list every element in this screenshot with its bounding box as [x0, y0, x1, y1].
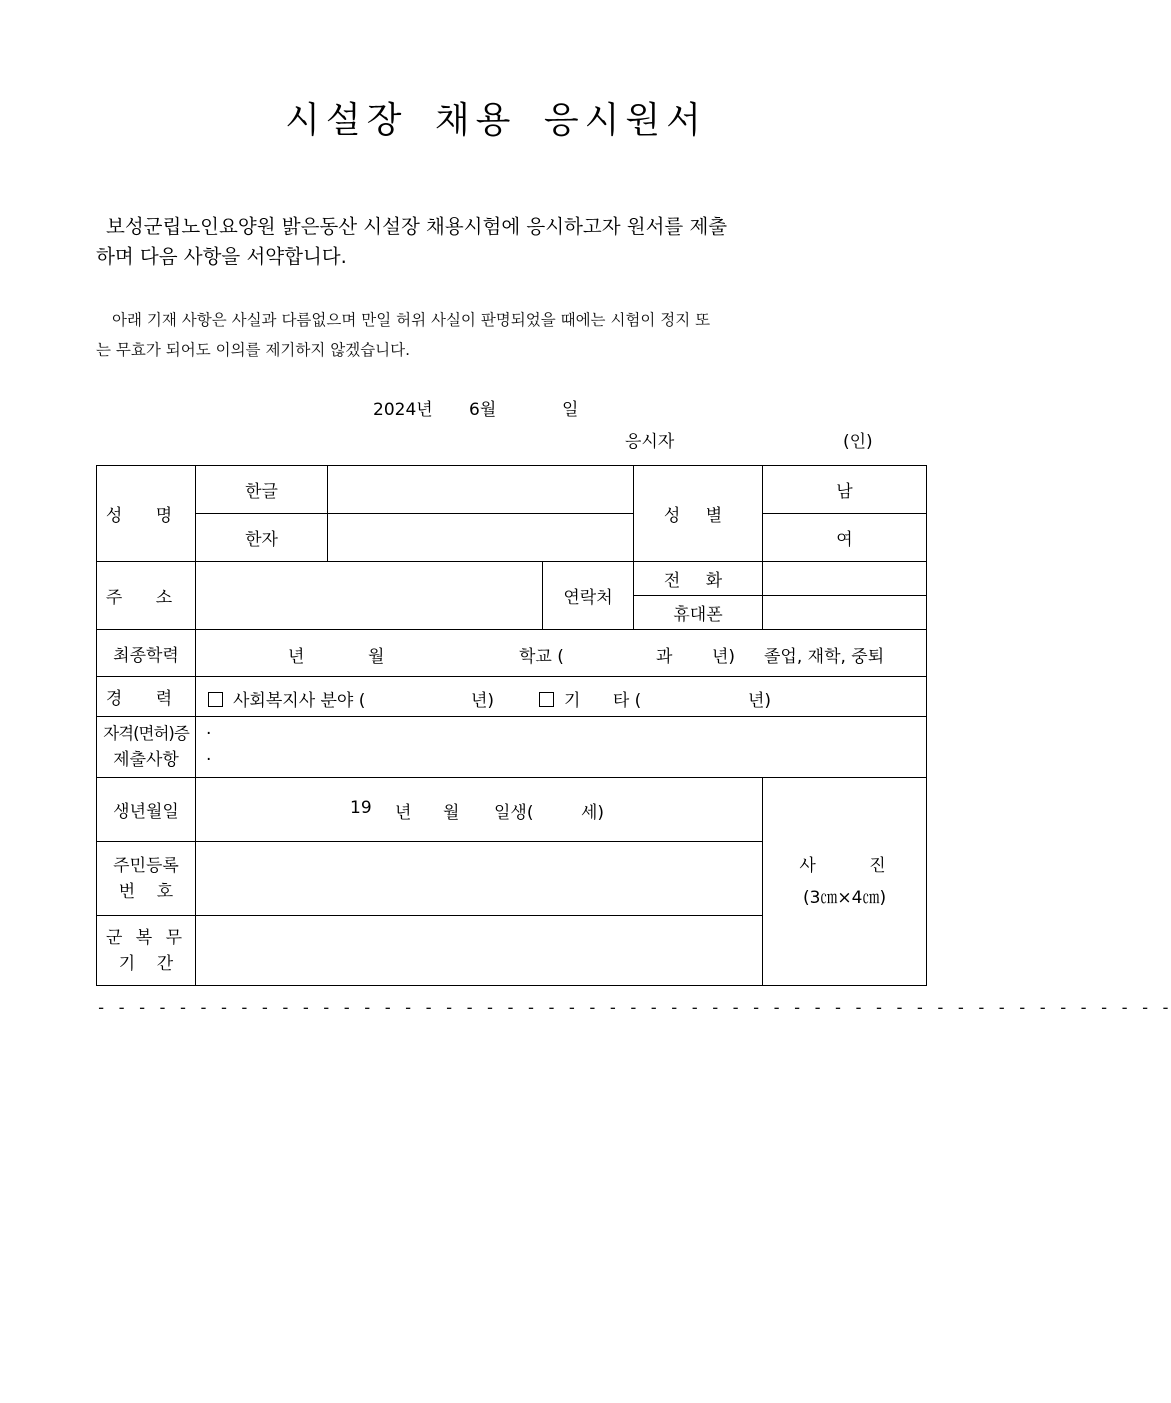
photo-label: 사 진 [799, 855, 910, 876]
cert-bullet-1: · [206, 724, 212, 744]
address-label: 주 소 [97, 562, 196, 630]
rrn-label-line2: 번 호 [118, 881, 174, 902]
gender-female[interactable]: 여 [763, 514, 927, 562]
edu-month: 월 [368, 647, 385, 667]
intro-line-2: 하며 다음 사항을 서약합니다. [96, 245, 347, 268]
rrn-field[interactable] [196, 842, 763, 916]
cut-line: - - - - - - - - - - - - - - - - - - - - - - - - - - - - - - - - - - - - - - - - - - - - - - - - - - - - - [96, 998, 1171, 1018]
gender-male[interactable]: 남 [763, 466, 927, 514]
career-social-worker-checkbox[interactable] [208, 692, 223, 707]
birth-label: 생년월일 [97, 778, 196, 842]
pledge-statement [96, 305, 904, 365]
education-field[interactable] [196, 630, 927, 677]
seal-mark: (인) [843, 432, 873, 452]
career-other-checkbox[interactable] [539, 692, 554, 707]
intro-line-1: 보성군립노인요양원 밝은동산 시설장 채용시험에 응시하고자 원서를 제출 [106, 215, 728, 238]
edu-school: 학교 ( [519, 647, 564, 667]
rrn-label-line1: 주민등록 [113, 855, 179, 876]
contact-label: 연락처 [543, 562, 634, 630]
application-form-table [96, 465, 927, 986]
photo-box[interactable] [763, 778, 927, 986]
birth-age: 세) [581, 803, 605, 823]
hanja-label: 한자 [196, 514, 328, 562]
applicant-label: 응시자 [625, 432, 675, 452]
pledge-line-1: 아래 기재 사항은 사실과 다름없으며 만일 허위 사실이 판명되었을 때에는 시험이 정지 또 [112, 311, 711, 329]
date-month: 6월 [469, 400, 497, 420]
intro-statement [96, 212, 904, 272]
birth-year: 년 [395, 803, 412, 823]
phone-label: 전 화 [634, 562, 763, 596]
phone-field[interactable] [763, 562, 927, 596]
certificate-label-line1: 자격(면허)증 [103, 724, 189, 743]
cert-bullet-2: · [206, 750, 212, 770]
photo-size: (3㎝×4㎝) [802, 887, 887, 908]
address-field[interactable] [196, 562, 543, 630]
military-field[interactable] [196, 916, 763, 986]
mobile-label: 휴대폰 [634, 596, 763, 630]
certificate-field[interactable] [196, 717, 927, 778]
career-field [196, 677, 927, 717]
career-opt2-label: 기 타 ( [564, 691, 642, 711]
military-label [97, 916, 196, 986]
gender-label: 성 별 [634, 466, 763, 562]
mobile-field[interactable] [763, 596, 927, 630]
date-year: 2024년 [373, 400, 433, 420]
edu-year: 년 [288, 647, 305, 667]
date-day: 일 [562, 400, 579, 420]
hanja-name-field[interactable] [328, 514, 634, 562]
certificate-label-line2: 제출사항 [113, 750, 179, 770]
career-opt2-end: 년) [748, 691, 772, 711]
edu-dept: 과 [656, 647, 673, 667]
hangul-label: 한글 [196, 466, 328, 514]
pledge-line-2: 는 무효가 되어도 이의를 제기하지 않겠습니다. [96, 341, 411, 359]
education-label: 최종학력 [97, 630, 196, 677]
birth-19: 19 [350, 798, 372, 818]
certificate-label [97, 717, 196, 778]
career-opt1-label: 사회복지사 분야 ( [233, 691, 366, 711]
military-label-line2: 기 간 [118, 953, 174, 974]
military-label-line1: 군 복 무 [105, 927, 187, 948]
career-label: 경 력 [97, 677, 196, 717]
edu-year-end: 년) [712, 647, 736, 667]
edu-status[interactable]: 졸업, 재학, 중퇴 [764, 647, 885, 667]
page-title: 시설장 채용 응시원서 [285, 100, 707, 141]
hangul-name-field[interactable] [328, 466, 634, 514]
birth-month: 월 [443, 803, 460, 823]
rrn-label [97, 842, 196, 916]
birth-field[interactable] [196, 778, 763, 842]
birth-day: 일생( [494, 803, 534, 823]
name-label: 성 명 [97, 466, 196, 562]
career-opt1-end: 년) [471, 691, 495, 711]
